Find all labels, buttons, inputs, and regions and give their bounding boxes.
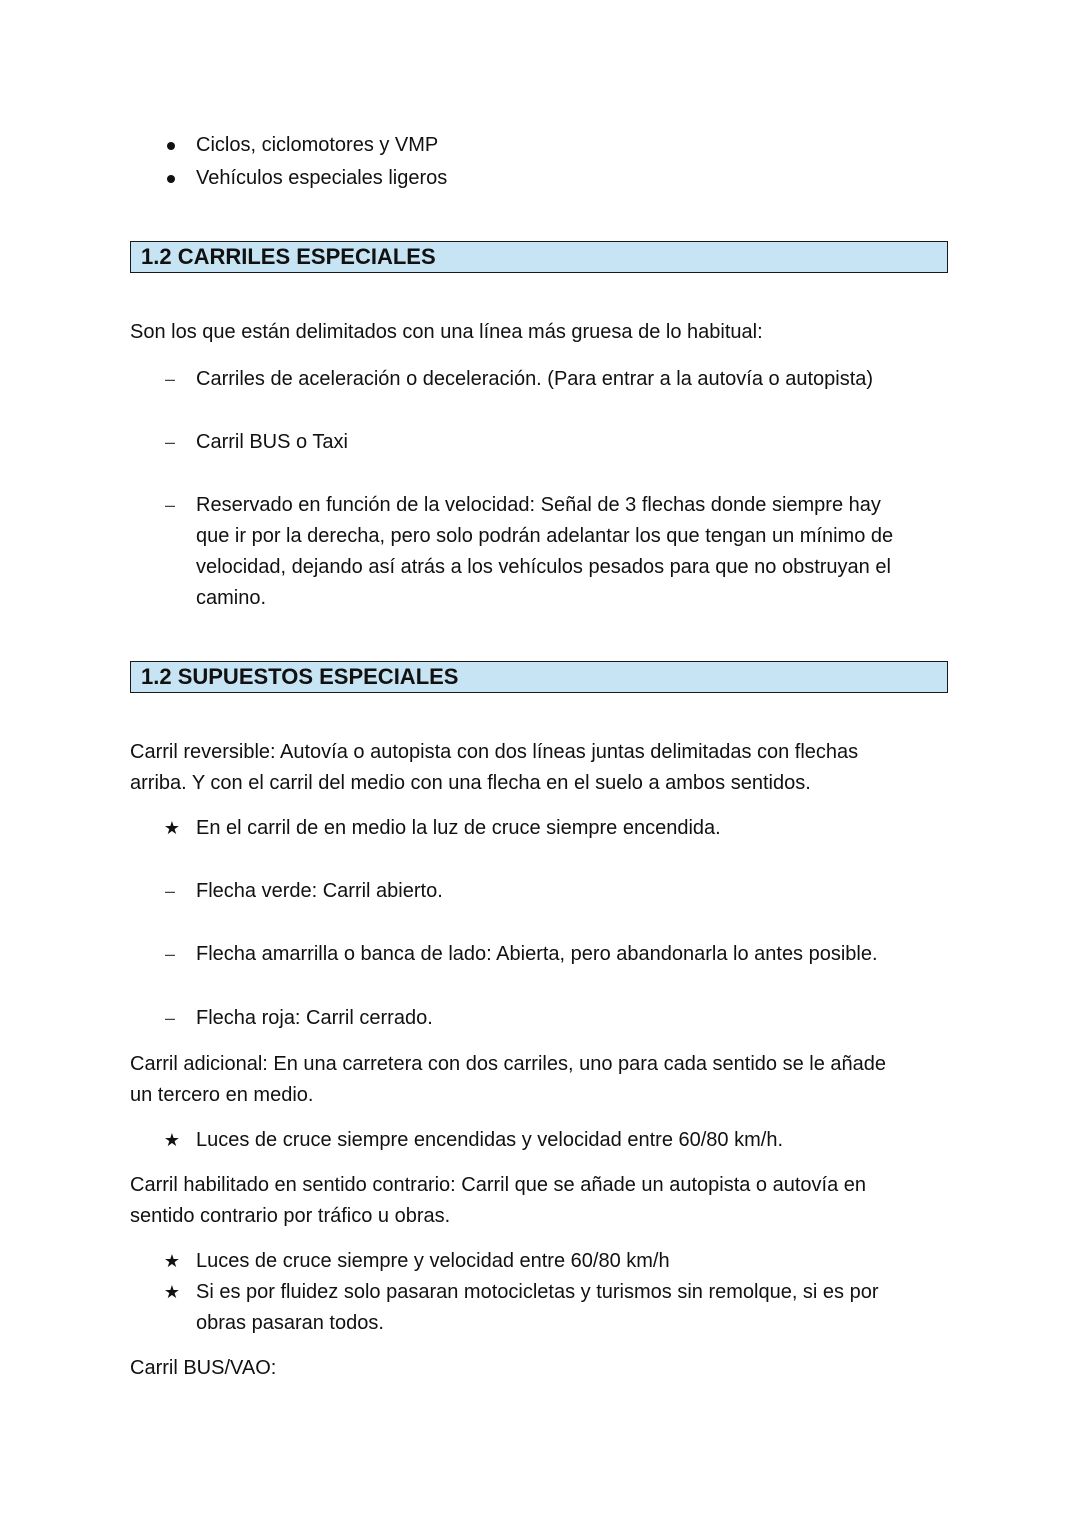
- bullet-dot-icon: [167, 175, 175, 183]
- star-bullet-icon: ★: [163, 1251, 181, 1271]
- paragraph-line: sentido contrario por tráfico u obras.: [130, 1205, 451, 1227]
- list-item-line: camino.: [196, 587, 267, 609]
- list-item: Luces de cruce siempre y velocidad entre 60/80 km/h: [196, 1250, 670, 1272]
- list-item-line: velocidad, dejando así atrás a los vehículos pesados para que no obstruyan el: [196, 556, 891, 578]
- list-item: Carriles de aceleración o deceleración. (Para entrar a la autovía o autopista): [196, 368, 874, 390]
- star-bullet-icon: ★: [163, 1130, 181, 1150]
- list-item: Flecha roja: Carril cerrado.: [196, 1007, 433, 1029]
- list-item-line: obras pasaran todos.: [196, 1312, 384, 1334]
- list-item-line: Reservado en función de la velocidad: Señal de 3 flechas donde siempre hay: [196, 494, 881, 516]
- dash-bullet-icon: –: [164, 432, 175, 452]
- bullet-dot-icon: [167, 142, 175, 150]
- list-item: Ciclos, ciclomotores y VMP: [196, 134, 439, 156]
- paragraph: Carril BUS/VAO:: [130, 1357, 277, 1379]
- list-item: Flecha amarrilla o banca de lado: Abierta, pero abandonarla lo antes posible.: [196, 943, 878, 965]
- dash-bullet-icon: –: [164, 369, 175, 389]
- section-header-carriles: [130, 241, 948, 273]
- list-item-line: que ir por la derecha, pero solo podrán adelantar los que tengan un mínimo de: [196, 525, 894, 547]
- dash-bullet-icon: –: [164, 881, 175, 901]
- paragraph-line: arriba. Y con el carril del medio con una flecha en el suelo a ambos sentidos.: [130, 772, 811, 794]
- list-item: Carril BUS o Taxi: [196, 431, 348, 453]
- dash-bullet-icon: –: [164, 1008, 175, 1028]
- paragraph: Son los que están delimitados con una línea más gruesa de lo habitual:: [130, 321, 763, 343]
- list-item: Luces de cruce siempre encendidas y velocidad entre 60/80 km/h.: [196, 1129, 784, 1151]
- paragraph-line: Carril habilitado en sentido contrario: Carril que se añade un autopista o autovía en: [130, 1174, 867, 1196]
- list-item-line: Si es por fluidez solo pasaran motocicletas y turismos sin remolque, si es por: [196, 1281, 879, 1303]
- star-bullet-icon: ★: [163, 1282, 181, 1302]
- section-header-supuestos: [130, 661, 948, 693]
- list-item: En el carril de en medio la luz de cruce siempre encendida.: [196, 817, 721, 839]
- list-item: Flecha verde: Carril abierto.: [196, 880, 443, 902]
- section-title: 1.2 SUPUESTOS ESPECIALES: [141, 664, 459, 689]
- paragraph-line: Carril reversible: Autovía o autopista con dos líneas juntas delimitadas con flechas: [130, 741, 859, 763]
- dash-bullet-icon: –: [164, 944, 175, 964]
- section-title: 1.2 CARRILES ESPECIALES: [141, 244, 436, 269]
- paragraph-line: Carril adicional: En una carretera con dos carriles, uno para cada sentido se le añade: [130, 1053, 886, 1075]
- star-bullet-icon: ★: [163, 818, 181, 838]
- list-item: Vehículos especiales ligeros: [196, 167, 448, 189]
- paragraph-line: un tercero en medio.: [130, 1084, 314, 1106]
- dash-bullet-icon: –: [164, 495, 175, 515]
